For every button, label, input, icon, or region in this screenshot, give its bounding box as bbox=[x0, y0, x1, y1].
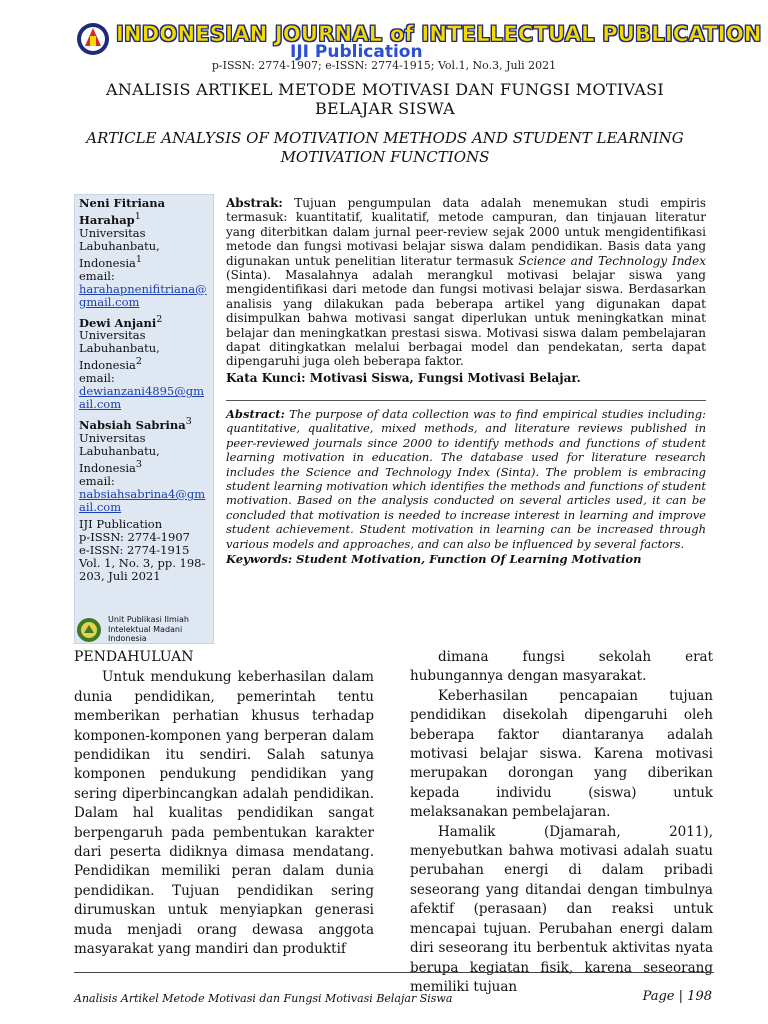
body-column-right bbox=[410, 648, 713, 997]
author-name: Nabsiah Sabrina bbox=[79, 418, 186, 433]
footer-page-number: Page | 198 bbox=[642, 989, 712, 1004]
publication-info: IJI Publication p-ISSN: 2774-1907 e-ISSN: 2774-1915 Vol. 1, No. 3, pp. 198-203, Juli 2021 bbox=[79, 516, 206, 583]
author-2: Dewi Anjani$^2$ Universitas Labuhanbatu, Indonesia$^2$ email: dewianzani4895@gmail.com bbox=[79, 313, 209, 412]
footer-running-title: Analisis Artikel Metode Motivasi dan Fungsi Motivasi Belajar Siswa bbox=[74, 992, 453, 1005]
author-affiliation: Universitas Labuhanbatu, Indonesia bbox=[79, 431, 160, 475]
journal-name: INDONESIAN JOURNAL of INTELLECTUAL PUBLICATION bbox=[116, 22, 762, 46]
author-affiliation: Universitas Labuhanbatu, Indonesia bbox=[79, 328, 160, 373]
author-sidebar bbox=[74, 194, 214, 644]
abstract-english: Abstract: The purpose of data collection was to find empirical studies including: quantitative, qualitative, mixed methods, and literature reviews published in peer-reviewed journals since 2000 to identify methods and functions of student learning motivation in education. The database used for literature research includes the Science and Technology Index (Sinta). The problem is embracing student learning motivation which identifies the methods and functions of student motivation. Based on the analysis conducted on several articles used, it can be concluded that motivation is needed to increase interest in learning and improve student achievement. Student motivation in learning can be increased through various models and approaches, and can also be influenced by several factors. bbox=[226, 406, 707, 551]
author-1: Neni Fitriana Harahap$^1$ Universitas Labuhanbatu, Indonesia$^1$ email: harahapnenifitriana@gmail.com bbox=[79, 197, 209, 309]
author-email-link[interactable]: dewianzani4895@gmail.com bbox=[79, 384, 204, 412]
institution-name: Unit Publikasi Ilmiah Intelektual Madani Indonesia bbox=[108, 615, 190, 643]
author-name: Neni Fitriana Harahap bbox=[79, 196, 166, 227]
author-email-link[interactable]: nabsiahsabrina4@gmail.com bbox=[79, 486, 206, 514]
author-name: Dewi Anjani bbox=[79, 315, 157, 330]
issn-line: p-ISSN: 2774-1907; e-ISSN: 2774-1915; Vol.1, No.3, Juli 2021 bbox=[211, 59, 557, 72]
journal-header bbox=[0, 0, 768, 78]
abstracts bbox=[226, 196, 706, 566]
keywords-indonesian: Kata Kunci: Motivasi Siswa, Fungsi Motivasi Belajar. bbox=[226, 370, 581, 385]
article-titles bbox=[80, 80, 690, 167]
institution-block bbox=[74, 614, 214, 644]
title-indonesian: ANALISIS ARTIKEL METODE MOTIVASI DAN FUNGSI MOTIVASI BELAJAR SISWA bbox=[106, 80, 664, 118]
section-heading: PENDAHULUAN bbox=[74, 649, 194, 665]
abstract-indonesian: Abstrak: Tujuan pengumpulan data adalah menemukan studi empiris termasuk: kuantitatif, kualitatif, metode campuran, dan tinjauan literatur yang diterbitkan dalam jurnal peer-review sejak 2000 untuk mengidentifikasi metode dan fungsi motivasi belajar siswa dalam pendidikan. Basis data yang digunakan untuk penelitian literatur termasuk Science and Technology Index (Sinta). Masalahnya adalah merangkul motivasi belajar siswa yang mengidentifikasi dari metode dan fungsi motivasi belajar siswa. Berdasarkan analisis yang dilakukan pada beberapa artikel yang digunakan dapat disimpulkan bahwa motivasi sangat diperlukan untuk meningkatkan minat belajar dan meningkatkan prestasi siswa. Motivasi siswa dalam pembelajaran dapat ditingkatkan melalui berbagai model dan pendekatan, serta dapat dipengaruhi juga oleh beberapa faktor. bbox=[226, 196, 707, 369]
author-affiliation: Universitas Labuhanbatu, Indonesia bbox=[79, 225, 160, 270]
body-paragraph: dimana fungsi sekolah erat hubungannya dengan masyarakat. bbox=[410, 649, 713, 685]
body-paragraph: Untuk mendukung keberhasilan dalam dunia pendidikan, pemerintah tentu memberikan perhatian khusus terhadap komponen-komponen yang berperan dalam pendidikan itu sendiri. Salah satunya komponen pendukung pendidikan yang sering diperbincangkan adalah pendidikan. Dalam hal kualitas pendidikan sangat berpengaruh pada pembentukan karakter dari peserta didiknya dimasa mendatang. Pendidikan memiliki peran dalam dunia pendidikan. Tujuan pendidikan sering dirumuskan untuk menyiapkan generasi muda menjadi orang dewasa anggota masyarakat yang mandiri dan produktif bbox=[74, 669, 374, 958]
journal-subtitle: IJI Publication bbox=[290, 42, 423, 62]
abstract-divider bbox=[226, 400, 706, 401]
body-column-left bbox=[74, 648, 374, 960]
footer-rule bbox=[74, 972, 714, 973]
title-english: ARTICLE ANALYSIS OF MOTIVATION METHODS AND STUDENT LEARNING MOTIVATION FUNCTIONS bbox=[86, 129, 684, 166]
body-paragraph: Keberhasilan pencapaian tujuan pendidikan disekolah dipengaruhi oleh beberapa faktor diantaranya adalah motivasi belajar siswa. Karena motivasi merupakan dorongan yang diberikan kepada individu (siswa) untuk melaksanakan pembelajaran. bbox=[410, 687, 713, 821]
institution-logo-icon bbox=[76, 617, 102, 643]
keywords-english: Keywords: Student Motivation, Function Of Learning Motivation bbox=[226, 551, 642, 566]
author-3: Nabsiah Sabrina$^3$ Universitas Labuhanbatu, Indonesia$^3$ email: nabsiahsabrina4@gmail.com bbox=[79, 415, 209, 514]
author-email-link[interactable]: harahapnenifitriana@gmail.com bbox=[79, 281, 207, 309]
body-paragraph: Hamalik (Djamarah, 2011), menyebutkan bahwa motivasi adalah suatu perubahan energi di dalam pribadi seseorang yang ditandai dengan timbulnya afektif (perasaan) dan reaksi untuk mencapai tujuan. Perubahan energi dalam diri seseorang itu berbentuk aktivitas nyata berupa kegiatan fisik, karena seseorang memiliki tujuan bbox=[410, 823, 713, 995]
journal-logo-icon bbox=[76, 22, 110, 56]
